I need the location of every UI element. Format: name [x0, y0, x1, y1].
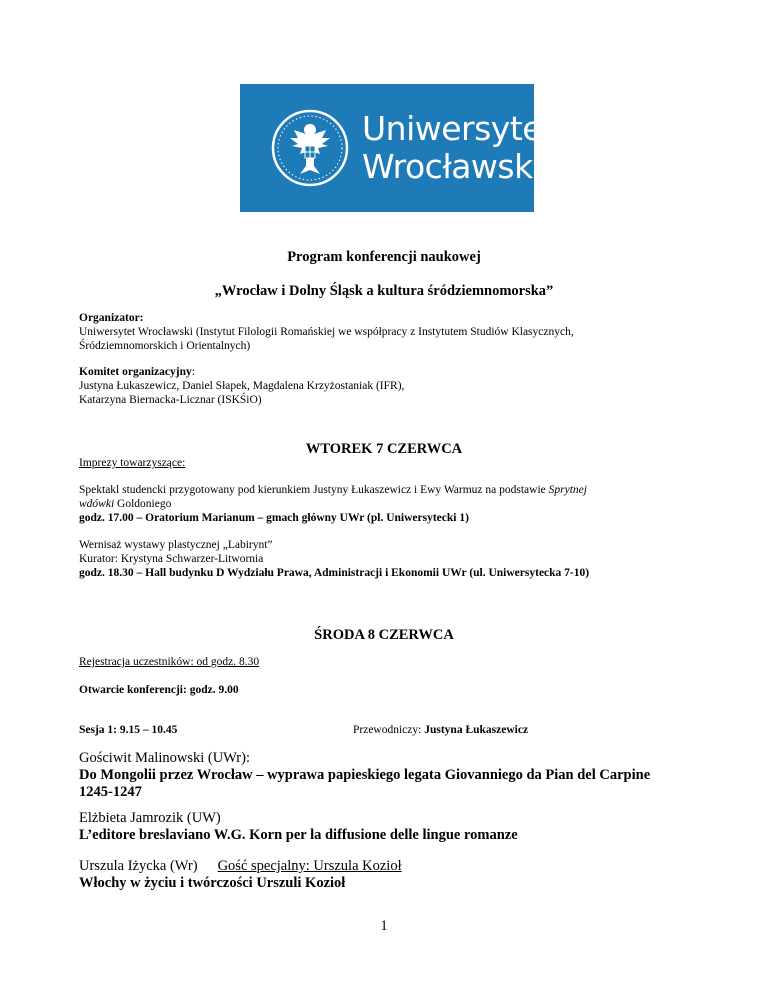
talk-title: L’editore breslaviano W.G. Korn per la diffusione delle lingue romanze [79, 827, 518, 843]
conference-subtitle: „Wrocław i Dolny Śląsk a kultura śródziemnomorska” [214, 283, 554, 299]
talk-title: Do Mongolii przez Wrocław – wyprawa papieskiego legata Giovanniego da Pian del Carpine [79, 767, 651, 783]
committee-line2: Katarzyna Biernacka-Licznar (ISKŚiO) [79, 394, 262, 406]
university-logo [240, 84, 555, 212]
page-title: Program konferencji naukowej [287, 249, 481, 265]
talk-title: Włochy w życiu i twórczości Urszuli Kozioł [79, 875, 346, 891]
organizer-line2: Śródziemnomorskich i Orientalnych) [79, 340, 251, 352]
event1-title-a: Sprytnej [548, 484, 587, 496]
organizer-line1: Uniwersytet Wrocławski (Instytut Filologii Romańskiej we współpracy z Instytutem Studiów Klasycznych, [79, 326, 574, 338]
session-label: Sesja 1: 9.15 – 10.45 [79, 724, 178, 736]
event1-title-b: wdówki [79, 498, 115, 510]
logo-line1: Uniwersytet [362, 109, 555, 148]
chair-label: Przewodniczy: [353, 724, 422, 736]
logo-line2: Wrocławski [362, 147, 542, 186]
event1-text-b: Goldoniego [117, 498, 172, 510]
talk-1 [79, 750, 704, 801]
registration-text: Rejestracja uczestników: od godz. 8.30 [79, 656, 260, 668]
talk-speaker: Gościwit Malinowski (UWr): [79, 750, 250, 766]
organizer-block [79, 311, 719, 353]
event-1 [79, 483, 719, 525]
page-number: 1 [380, 918, 388, 934]
talk-3 [79, 858, 719, 892]
committee-label: Komitet organizacyjny [79, 366, 192, 378]
event2-line2: Kurator: Krystyna Schwarzer-Litwornia [79, 553, 264, 565]
wednesday-heading: ŚRODA 8 CZERWCA [314, 627, 454, 643]
event2-line1: Wernisaż wystawy plastycznej „Labirynt” [79, 539, 273, 551]
chair-name: Justyna Łukaszewicz [424, 724, 529, 736]
tuesday-heading: WTOREK 7 CZERWCA [305, 441, 463, 457]
event1-text-a: Spektakl studencki przygotowany pod kierunkiem Justyny Łukaszewicz i Ewy Warmuz na podstawie [79, 484, 546, 496]
special-guest: Gość specjalny: Urszula Kozioł [217, 858, 402, 874]
event2-time: godz. 18.30 – Hall budynku D Wydziału Prawa, Administracji i Ekonomii UWr (ul. Uniwersytecka 7-10) [79, 567, 590, 579]
talk-title-cont: 1245-1247 [79, 784, 142, 800]
event-2 [79, 538, 739, 580]
talk-speaker: Elżbieta Jamrozik (UW) [79, 810, 221, 826]
side-events-label: Imprezy towarzyszące: [79, 457, 186, 469]
committee-colon: : [191, 366, 195, 378]
talk-speaker: Urszula Iżycka (Wr) [79, 858, 198, 874]
eagle-emblem-icon [270, 108, 350, 188]
logo-wordmark [362, 110, 555, 186]
organizer-label: Organizator: [79, 312, 144, 324]
opening-text: Otwarcie konferencji: godz. 9.00 [79, 684, 239, 696]
talk-2 [79, 810, 719, 844]
session-chair [353, 723, 528, 737]
committee-block [79, 365, 719, 407]
event1-time: godz. 17.00 – Oratorium Marianum – gmach główny UWr (pl. Uniwersytecki 1) [79, 512, 469, 524]
committee-line1: Justyna Łukaszewicz, Daniel Słapek, Magdalena Krzyżostaniak (IFR), [79, 380, 405, 392]
